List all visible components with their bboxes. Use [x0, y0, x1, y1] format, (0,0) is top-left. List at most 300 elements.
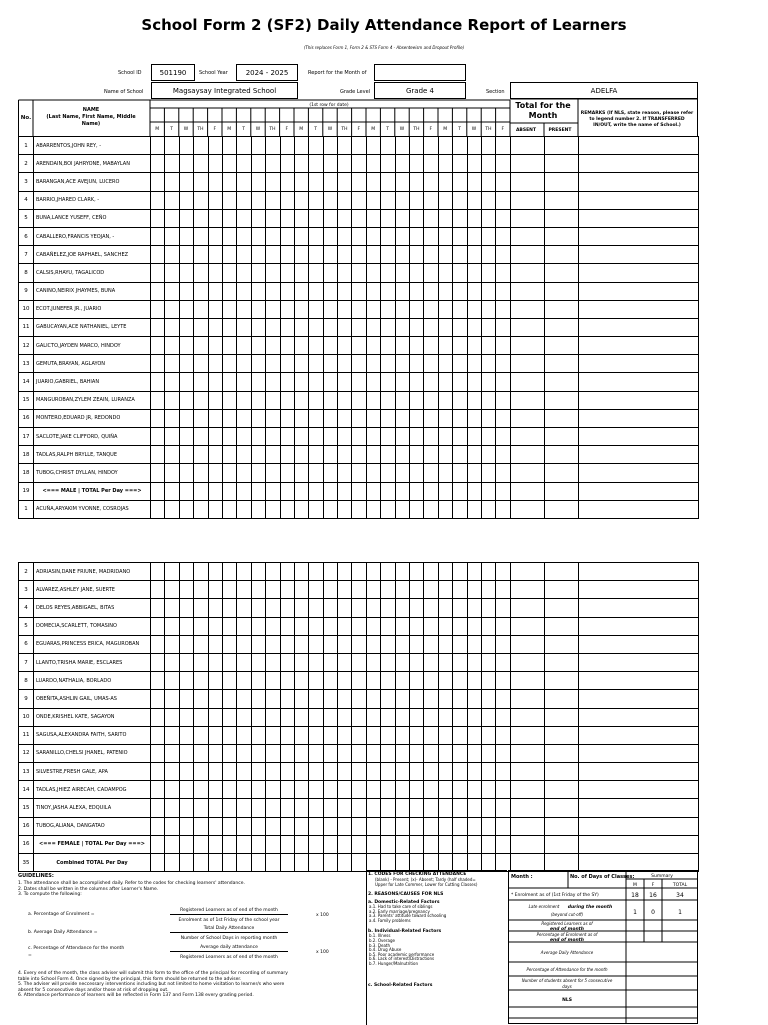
attendance-cell-day-16[interactable]: [366, 318, 380, 336]
attendance-cell-day-21[interactable]: [438, 744, 452, 762]
attendance-cell-day-22[interactable]: [453, 373, 467, 391]
attendance-cell-day-24[interactable]: [481, 318, 495, 336]
attendance-cell-day-12[interactable]: [309, 227, 323, 245]
attendance-cell-day-21[interactable]: [438, 282, 452, 300]
attendance-cell-day-24[interactable]: [481, 282, 495, 300]
attendance-cell-day-11[interactable]: [294, 617, 308, 635]
attendance-cell-day-24[interactable]: [481, 708, 495, 726]
attendance-cell-day-7[interactable]: [237, 391, 251, 409]
attendance-cell-day-9[interactable]: [266, 264, 280, 282]
attendance-cell-day-7[interactable]: [237, 563, 251, 581]
attendance-cell-day-14[interactable]: [338, 854, 352, 872]
attendance-cell-day-9[interactable]: [266, 464, 280, 482]
attendance-cell-day-11[interactable]: [294, 282, 308, 300]
remarks-cell[interactable]: [578, 726, 698, 744]
attendance-cell-day-22[interactable]: [453, 409, 467, 427]
total-present-cell[interactable]: [544, 173, 578, 191]
attendance-cell-day-21[interactable]: [438, 391, 452, 409]
attendance-cell-day-23[interactable]: [467, 835, 481, 853]
attendance-cell-day-5[interactable]: [208, 191, 222, 209]
attendance-cell-day-12[interactable]: [309, 726, 323, 744]
attendance-cell-day-24[interactable]: [481, 373, 495, 391]
attendance-cell-day-25[interactable]: [496, 337, 510, 355]
attendance-cell-day-25[interactable]: [496, 835, 510, 853]
attendance-cell-day-25[interactable]: [496, 690, 510, 708]
attendance-cell-day-4[interactable]: [194, 355, 208, 373]
total-absent-cell[interactable]: [510, 617, 544, 635]
attendance-cell-day-19[interactable]: [410, 635, 424, 653]
attendance-cell-day-14[interactable]: [338, 599, 352, 617]
attendance-cell-day-11[interactable]: [294, 781, 308, 799]
total-absent-cell[interactable]: [510, 581, 544, 599]
attendance-cell-day-6[interactable]: [222, 464, 236, 482]
attendance-cell-day-20[interactable]: [424, 428, 438, 446]
attendance-cell-day-23[interactable]: [467, 599, 481, 617]
attendance-cell-day-14[interactable]: [338, 264, 352, 282]
attendance-cell-day-5[interactable]: [208, 209, 222, 227]
attendance-cell-day-24[interactable]: [481, 653, 495, 671]
attendance-cell-day-8[interactable]: [251, 391, 265, 409]
attendance-cell-day-7[interactable]: [237, 599, 251, 617]
attendance-cell-day-25[interactable]: [496, 227, 510, 245]
attendance-cell-day-9[interactable]: [266, 581, 280, 599]
attendance-cell-day-4[interactable]: [194, 672, 208, 690]
attendance-cell-day-5[interactable]: [208, 763, 222, 781]
attendance-cell-day-17[interactable]: [381, 337, 395, 355]
attendance-cell-day-16[interactable]: [366, 653, 380, 671]
attendance-cell-day-6[interactable]: [222, 264, 236, 282]
attendance-cell-day-6[interactable]: [222, 282, 236, 300]
attendance-cell-day-14[interactable]: [338, 409, 352, 427]
attendance-cell-day-23[interactable]: [467, 581, 481, 599]
attendance-cell-day-1[interactable]: [151, 300, 165, 318]
attendance-cell-day-4[interactable]: [194, 781, 208, 799]
attendance-cell-day-21[interactable]: [438, 708, 452, 726]
attendance-cell-day-2[interactable]: [165, 635, 179, 653]
total-absent-cell[interactable]: [510, 373, 544, 391]
total-absent-cell[interactable]: [510, 264, 544, 282]
attendance-cell-day-7[interactable]: [237, 581, 251, 599]
attendance-cell-day-13[interactable]: [323, 708, 337, 726]
attendance-cell-day-14[interactable]: [338, 446, 352, 464]
attendance-cell-day-23[interactable]: [467, 635, 481, 653]
attendance-cell-day-8[interactable]: [251, 409, 265, 427]
attendance-cell-day-9[interactable]: [266, 173, 280, 191]
attendance-cell-day-16[interactable]: [366, 246, 380, 264]
attendance-cell-day-6[interactable]: [222, 726, 236, 744]
attendance-cell-day-1[interactable]: [151, 854, 165, 872]
attendance-cell-day-17[interactable]: [381, 446, 395, 464]
attendance-cell-day-5[interactable]: [208, 817, 222, 835]
attendance-cell-day-3[interactable]: [179, 282, 193, 300]
attendance-cell-day-11[interactable]: [294, 635, 308, 653]
attendance-cell-day-22[interactable]: [453, 264, 467, 282]
attendance-cell-day-16[interactable]: [366, 391, 380, 409]
attendance-cell-day-3[interactable]: [179, 581, 193, 599]
attendance-cell-day-18[interactable]: [395, 835, 409, 853]
attendance-cell-day-15[interactable]: [352, 653, 366, 671]
attendance-cell-day-3[interactable]: [179, 337, 193, 355]
attendance-cell-day-11[interactable]: [294, 464, 308, 482]
attendance-cell-day-2[interactable]: [165, 227, 179, 245]
attendance-cell-day-13[interactable]: [323, 482, 337, 500]
attendance-cell-day-1[interactable]: [151, 282, 165, 300]
attendance-cell-day-12[interactable]: [309, 635, 323, 653]
attendance-cell-day-8[interactable]: [251, 355, 265, 373]
total-present-cell[interactable]: [544, 391, 578, 409]
attendance-cell-day-22[interactable]: [453, 391, 467, 409]
attendance-cell-day-19[interactable]: [410, 581, 424, 599]
attendance-cell-day-21[interactable]: [438, 137, 452, 155]
attendance-cell-day-3[interactable]: [179, 264, 193, 282]
attendance-cell-day-5[interactable]: [208, 155, 222, 173]
attendance-cell-day-25[interactable]: [496, 726, 510, 744]
attendance-cell-day-6[interactable]: [222, 373, 236, 391]
attendance-cell-day-17[interactable]: [381, 246, 395, 264]
attendance-cell-day-6[interactable]: [222, 500, 236, 518]
attendance-cell-day-12[interactable]: [309, 835, 323, 853]
attendance-cell-day-16[interactable]: [366, 282, 380, 300]
attendance-cell-day-21[interactable]: [438, 763, 452, 781]
attendance-cell-day-9[interactable]: [266, 617, 280, 635]
attendance-cell-day-24[interactable]: [481, 563, 495, 581]
attendance-cell-day-22[interactable]: [453, 635, 467, 653]
attendance-cell-day-21[interactable]: [438, 817, 452, 835]
attendance-cell-day-20[interactable]: [424, 599, 438, 617]
attendance-cell-day-20[interactable]: [424, 854, 438, 872]
attendance-cell-day-4[interactable]: [194, 500, 208, 518]
attendance-cell-day-22[interactable]: [453, 246, 467, 264]
attendance-cell-day-1[interactable]: [151, 264, 165, 282]
attendance-cell-day-15[interactable]: [352, 446, 366, 464]
attendance-cell-day-21[interactable]: [438, 173, 452, 191]
attendance-cell-day-5[interactable]: [208, 282, 222, 300]
attendance-cell-day-7[interactable]: [237, 246, 251, 264]
attendance-cell-day-17[interactable]: [381, 428, 395, 446]
attendance-cell-day-15[interactable]: [352, 799, 366, 817]
total-absent-cell[interactable]: [510, 500, 544, 518]
attendance-cell-day-19[interactable]: [410, 563, 424, 581]
attendance-cell-day-12[interactable]: [309, 264, 323, 282]
attendance-cell-day-8[interactable]: [251, 563, 265, 581]
attendance-cell-day-11[interactable]: [294, 817, 308, 835]
total-present-cell[interactable]: [544, 227, 578, 245]
attendance-cell-day-1[interactable]: [151, 409, 165, 427]
attendance-cell-day-15[interactable]: [352, 672, 366, 690]
attendance-cell-day-18[interactable]: [395, 708, 409, 726]
total-absent-cell[interactable]: [510, 781, 544, 799]
attendance-cell-day-16[interactable]: [366, 191, 380, 209]
attendance-cell-day-23[interactable]: [467, 464, 481, 482]
attendance-cell-day-9[interactable]: [266, 428, 280, 446]
attendance-cell-day-21[interactable]: [438, 409, 452, 427]
attendance-cell-day-24[interactable]: [481, 635, 495, 653]
attendance-cell-day-15[interactable]: [352, 464, 366, 482]
attendance-cell-day-13[interactable]: [323, 446, 337, 464]
attendance-cell-day-17[interactable]: [381, 781, 395, 799]
total-present-cell[interactable]: [544, 690, 578, 708]
total-absent-cell[interactable]: [510, 355, 544, 373]
attendance-cell-day-8[interactable]: [251, 227, 265, 245]
total-present-cell[interactable]: [544, 137, 578, 155]
attendance-cell-day-4[interactable]: [194, 264, 208, 282]
attendance-cell-day-10[interactable]: [280, 191, 294, 209]
attendance-cell-day-14[interactable]: [338, 563, 352, 581]
attendance-cell-day-18[interactable]: [395, 191, 409, 209]
attendance-cell-day-10[interactable]: [280, 209, 294, 227]
attendance-cell-day-21[interactable]: [438, 854, 452, 872]
attendance-cell-day-3[interactable]: [179, 617, 193, 635]
attendance-cell-day-6[interactable]: [222, 355, 236, 373]
attendance-cell-day-14[interactable]: [338, 391, 352, 409]
attendance-cell-day-21[interactable]: [438, 209, 452, 227]
total-absent-cell[interactable]: [510, 599, 544, 617]
attendance-cell-day-20[interactable]: [424, 264, 438, 282]
attendance-cell-day-10[interactable]: [280, 282, 294, 300]
attendance-cell-day-3[interactable]: [179, 817, 193, 835]
attendance-cell-day-23[interactable]: [467, 428, 481, 446]
attendance-cell-day-19[interactable]: [410, 854, 424, 872]
attendance-cell-day-3[interactable]: [179, 672, 193, 690]
attendance-cell-day-25[interactable]: [496, 428, 510, 446]
attendance-cell-day-11[interactable]: [294, 763, 308, 781]
attendance-cell-day-25[interactable]: [496, 763, 510, 781]
total-present-cell[interactable]: [544, 191, 578, 209]
attendance-cell-day-5[interactable]: [208, 482, 222, 500]
attendance-cell-day-9[interactable]: [266, 854, 280, 872]
attendance-cell-day-14[interactable]: [338, 763, 352, 781]
attendance-cell-day-19[interactable]: [410, 173, 424, 191]
attendance-cell-day-5[interactable]: [208, 300, 222, 318]
attendance-cell-day-2[interactable]: [165, 835, 179, 853]
attendance-cell-day-18[interactable]: [395, 781, 409, 799]
attendance-cell-day-19[interactable]: [410, 653, 424, 671]
attendance-cell-day-2[interactable]: [165, 391, 179, 409]
attendance-cell-day-8[interactable]: [251, 173, 265, 191]
attendance-cell-day-7[interactable]: [237, 835, 251, 853]
attendance-cell-day-23[interactable]: [467, 227, 481, 245]
attendance-cell-day-11[interactable]: [294, 581, 308, 599]
attendance-cell-day-6[interactable]: [222, 409, 236, 427]
attendance-cell-day-3[interactable]: [179, 690, 193, 708]
attendance-cell-day-6[interactable]: [222, 191, 236, 209]
attendance-cell-day-22[interactable]: [453, 137, 467, 155]
attendance-cell-day-17[interactable]: [381, 409, 395, 427]
attendance-cell-day-10[interactable]: [280, 482, 294, 500]
attendance-cell-day-16[interactable]: [366, 672, 380, 690]
attendance-cell-day-6[interactable]: [222, 173, 236, 191]
attendance-cell-day-23[interactable]: [467, 155, 481, 173]
attendance-cell-day-18[interactable]: [395, 173, 409, 191]
attendance-cell-day-12[interactable]: [309, 428, 323, 446]
attendance-cell-day-13[interactable]: [323, 300, 337, 318]
attendance-cell-day-17[interactable]: [381, 318, 395, 336]
attendance-cell-day-12[interactable]: [309, 854, 323, 872]
attendance-cell-day-3[interactable]: [179, 500, 193, 518]
attendance-cell-day-18[interactable]: [395, 373, 409, 391]
attendance-cell-day-24[interactable]: [481, 500, 495, 518]
attendance-cell-day-25[interactable]: [496, 264, 510, 282]
attendance-cell-day-13[interactable]: [323, 854, 337, 872]
attendance-cell-day-6[interactable]: [222, 227, 236, 245]
total-present-cell[interactable]: [544, 763, 578, 781]
attendance-cell-day-3[interactable]: [179, 300, 193, 318]
remarks-cell[interactable]: [578, 482, 698, 500]
remarks-cell[interactable]: [578, 817, 698, 835]
attendance-cell-day-20[interactable]: [424, 391, 438, 409]
attendance-cell-day-3[interactable]: [179, 191, 193, 209]
remarks-cell[interactable]: [578, 500, 698, 518]
attendance-cell-day-17[interactable]: [381, 854, 395, 872]
attendance-cell-day-8[interactable]: [251, 209, 265, 227]
total-absent-cell[interactable]: [510, 690, 544, 708]
attendance-cell-day-8[interactable]: [251, 635, 265, 653]
attendance-cell-day-2[interactable]: [165, 817, 179, 835]
attendance-cell-day-20[interactable]: [424, 835, 438, 853]
attendance-cell-day-21[interactable]: [438, 563, 452, 581]
remarks-cell[interactable]: [578, 246, 698, 264]
attendance-cell-day-23[interactable]: [467, 690, 481, 708]
attendance-cell-day-24[interactable]: [481, 209, 495, 227]
attendance-cell-day-22[interactable]: [453, 781, 467, 799]
attendance-cell-day-10[interactable]: [280, 318, 294, 336]
attendance-cell-day-22[interactable]: [453, 672, 467, 690]
attendance-cell-day-20[interactable]: [424, 617, 438, 635]
attendance-cell-day-10[interactable]: [280, 817, 294, 835]
total-absent-cell[interactable]: [510, 318, 544, 336]
attendance-cell-day-22[interactable]: [453, 726, 467, 744]
attendance-cell-day-21[interactable]: [438, 635, 452, 653]
total-absent-cell[interactable]: [510, 282, 544, 300]
attendance-cell-day-17[interactable]: [381, 635, 395, 653]
attendance-cell-day-22[interactable]: [453, 563, 467, 581]
attendance-cell-day-8[interactable]: [251, 653, 265, 671]
attendance-cell-day-25[interactable]: [496, 482, 510, 500]
attendance-cell-day-5[interactable]: [208, 854, 222, 872]
attendance-cell-day-24[interactable]: [481, 599, 495, 617]
total-present-cell[interactable]: [544, 246, 578, 264]
attendance-cell-day-9[interactable]: [266, 744, 280, 762]
attendance-cell-day-21[interactable]: [438, 428, 452, 446]
attendance-cell-day-10[interactable]: [280, 672, 294, 690]
attendance-cell-day-14[interactable]: [338, 246, 352, 264]
attendance-cell-day-6[interactable]: [222, 744, 236, 762]
attendance-cell-day-10[interactable]: [280, 264, 294, 282]
attendance-cell-day-13[interactable]: [323, 137, 337, 155]
attendance-cell-day-4[interactable]: [194, 391, 208, 409]
attendance-cell-day-20[interactable]: [424, 781, 438, 799]
attendance-cell-day-18[interactable]: [395, 155, 409, 173]
attendance-cell-day-15[interactable]: [352, 835, 366, 853]
total-absent-cell[interactable]: [510, 464, 544, 482]
attendance-cell-day-21[interactable]: [438, 318, 452, 336]
attendance-cell-day-19[interactable]: [410, 781, 424, 799]
attendance-cell-day-21[interactable]: [438, 799, 452, 817]
attendance-cell-day-18[interactable]: [395, 563, 409, 581]
attendance-cell-day-25[interactable]: [496, 799, 510, 817]
attendance-cell-day-11[interactable]: [294, 599, 308, 617]
attendance-cell-day-21[interactable]: [438, 246, 452, 264]
attendance-cell-day-6[interactable]: [222, 446, 236, 464]
attendance-cell-day-17[interactable]: [381, 355, 395, 373]
attendance-cell-day-2[interactable]: [165, 318, 179, 336]
attendance-cell-day-10[interactable]: [280, 653, 294, 671]
attendance-cell-day-11[interactable]: [294, 246, 308, 264]
attendance-cell-day-18[interactable]: [395, 264, 409, 282]
attendance-cell-day-10[interactable]: [280, 563, 294, 581]
attendance-cell-day-10[interactable]: [280, 373, 294, 391]
attendance-cell-day-12[interactable]: [309, 282, 323, 300]
attendance-cell-day-11[interactable]: [294, 854, 308, 872]
attendance-cell-day-25[interactable]: [496, 617, 510, 635]
attendance-cell-day-23[interactable]: [467, 300, 481, 318]
attendance-cell-day-13[interactable]: [323, 355, 337, 373]
attendance-cell-day-18[interactable]: [395, 246, 409, 264]
remarks-cell[interactable]: [578, 209, 698, 227]
attendance-cell-day-7[interactable]: [237, 708, 251, 726]
attendance-cell-day-1[interactable]: [151, 391, 165, 409]
attendance-cell-day-19[interactable]: [410, 137, 424, 155]
attendance-cell-day-13[interactable]: [323, 563, 337, 581]
attendance-cell-day-16[interactable]: [366, 446, 380, 464]
attendance-cell-day-5[interactable]: [208, 337, 222, 355]
attendance-cell-day-9[interactable]: [266, 137, 280, 155]
attendance-cell-day-10[interactable]: [280, 464, 294, 482]
attendance-cell-day-12[interactable]: [309, 209, 323, 227]
attendance-cell-day-14[interactable]: [338, 781, 352, 799]
remarks-cell[interactable]: [578, 428, 698, 446]
attendance-cell-day-20[interactable]: [424, 446, 438, 464]
attendance-cell-day-9[interactable]: [266, 690, 280, 708]
total-absent-cell[interactable]: [510, 482, 544, 500]
attendance-cell-day-5[interactable]: [208, 446, 222, 464]
attendance-cell-day-15[interactable]: [352, 708, 366, 726]
attendance-cell-day-18[interactable]: [395, 391, 409, 409]
attendance-cell-day-14[interactable]: [338, 373, 352, 391]
total-absent-cell[interactable]: [510, 191, 544, 209]
attendance-cell-day-21[interactable]: [438, 373, 452, 391]
attendance-cell-day-21[interactable]: [438, 300, 452, 318]
attendance-cell-day-13[interactable]: [323, 726, 337, 744]
attendance-cell-day-14[interactable]: [338, 428, 352, 446]
attendance-cell-day-17[interactable]: [381, 672, 395, 690]
remarks-cell[interactable]: [578, 708, 698, 726]
attendance-cell-day-17[interactable]: [381, 282, 395, 300]
attendance-cell-day-15[interactable]: [352, 337, 366, 355]
school-id-field[interactable]: 501190: [151, 64, 195, 81]
attendance-cell-day-2[interactable]: [165, 246, 179, 264]
attendance-cell-day-15[interactable]: [352, 781, 366, 799]
attendance-cell-day-4[interactable]: [194, 599, 208, 617]
attendance-cell-day-4[interactable]: [194, 708, 208, 726]
remarks-cell[interactable]: [578, 173, 698, 191]
attendance-cell-day-25[interactable]: [496, 209, 510, 227]
attendance-cell-day-10[interactable]: [280, 355, 294, 373]
attendance-cell-day-10[interactable]: [280, 835, 294, 853]
attendance-cell-day-15[interactable]: [352, 318, 366, 336]
attendance-cell-day-4[interactable]: [194, 690, 208, 708]
attendance-cell-day-13[interactable]: [323, 227, 337, 245]
attendance-cell-day-16[interactable]: [366, 173, 380, 191]
attendance-cell-day-16[interactable]: [366, 464, 380, 482]
attendance-cell-day-10[interactable]: [280, 617, 294, 635]
total-absent-cell[interactable]: [510, 155, 544, 173]
attendance-cell-day-15[interactable]: [352, 500, 366, 518]
attendance-cell-day-13[interactable]: [323, 246, 337, 264]
attendance-cell-day-9[interactable]: [266, 355, 280, 373]
total-present-cell[interactable]: [544, 563, 578, 581]
attendance-cell-day-12[interactable]: [309, 763, 323, 781]
